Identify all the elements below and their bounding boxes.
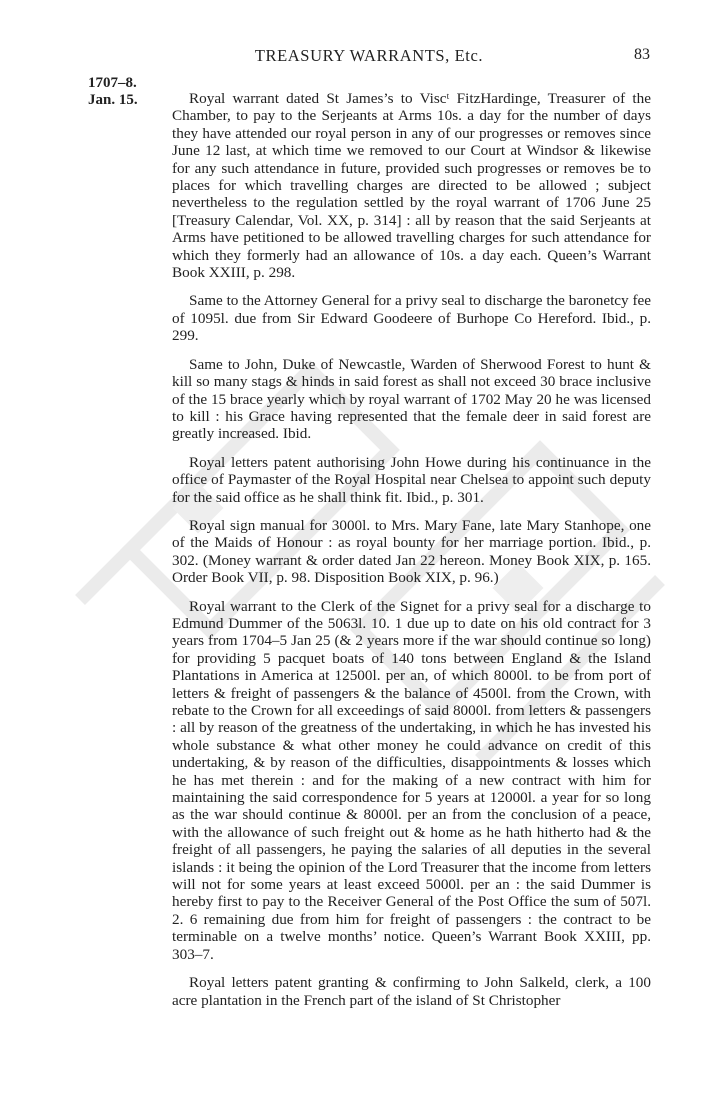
entry-sherwood-forest: Same to John, Duke of Newcastle, Warden of Sherwood Forest to hunt & kill so many stags & hinds in said forest as shall not exceed 30 brace inclusive of the 15 brace yearly which by royal warrant of 1702 May 20 he was licensed to kill : his Grace having represented that the female deer in said forest are greatly increased. Ibid. [172,355,651,443]
entry-dummer-pacquet-boats: Royal warrant to the Clerk of the Signet for a privy seal for a discharge to Edmund Dummer of the 5063l. 10. 1 due up to date on his old contract for 3 years from 1704–5 Jan 25 (& 2 years more if the war should continue so long) for providing 5 pacquet boats of 140 tons between England & the Island Plantations in America at 12500l. per an, of which 8000l. to be from port of letters & freight of passengers & the balance of 4500l. from the Crown, with rebate to the Crown for all exceedings of said 8000l. from letters & passengers : all by reason of the greatness of the undertaking, in which he has invested his whole substance & what other money he could advance on credit of this undertaking, & by reason of the difficulties, disappointments & losses which he has met therein : and for the making of a new contract with him for maintaining the said correspondence for 5 years at 12000l. a year for so long as the war should continue & 8000l. per an from the conclusion of a peace, with the allowance of such freight out & home as he hath hitherto had & the freight of all passengers, he paying the salaries of all deputies in the several islands : it being the opinion of the Lord Treasurer that the income from letters will not for some years at least exceed 5000l. per an : the said Dummer is hereby first to pay to the Receiver General of the Post Office the sum of 507l. 2. 6 remaining due from him for freight of passengers : the contract to be terminable on a twelve months’ notice. Queen’s Warrant Book XXIII, pp. 303–7. [172,597,651,963]
entry-mary-fane: Royal sign manual for 3000l. to Mrs. Mary Fane, late Mary Stanhope, one of the Maids of Honour : as royal bounty for her marriage portion. Ibid., p. 302. (Money warrant & order dated Jan 22 hereon. Money Book XIX, p. 165. Order Book VII, p. 98. Disposition Book XIX, p. 96.) [172,516,651,587]
margin-year: 1707–8. [88,75,137,91]
body-text [172,90,651,1020]
page-number: 83 [634,46,650,63]
running-title: TREASURY WARRANTS, Etc. [254,46,484,65]
margin-date: Jan. 15. [88,92,138,108]
page-header [88,46,650,70]
entry-chelsea-hospital: Royal letters patent authorising John Howe during his continuance in the office of Paymaster of the Royal Hospital near Chelsea to appoint such deputy for the said office as he shall think fit. Ibid., p. 301. [172,453,651,506]
entry-salkeld-plantation: Royal letters patent granting & confirming to John Salkeld, clerk, a 100 acre plantation in the French part of the island of St Christopher [172,974,651,1009]
entry-serjeants-at-arms: Royal warrant dated St James’s to Viscᵗ FitzHardinge, Treasurer of the Chamber, to pay to the Serjeants at Arms 10s. a day for the number of days they have attended our royal person in any of our progresses or removes since June 12 last, at which time we removed to our Court at Windsor & likewise for any such attendance in future, provided such progresses or removes be to places for which travelling charges are directed to be allowed ; subject nevertheless to the regulation settled by the royal warrant of 1706 June 25 [Treasury Calendar, Vol. XX, p. 314] : all by reason that the said Serjeants at Arms have petitioned to be allowed travelling charges for such attendance for which they formerly had an allowance of 10s. a day each. Queen’s Warrant Book XXIII, p. 298. [172,90,651,282]
entry-goodeere-baronetcy: Same to the Attorney General for a privy seal to discharge the baronetcy fee of 1095l. due from Sir Edward Goodeere of Burhope Co Hereford. Ibid., p. 299. [172,292,651,345]
